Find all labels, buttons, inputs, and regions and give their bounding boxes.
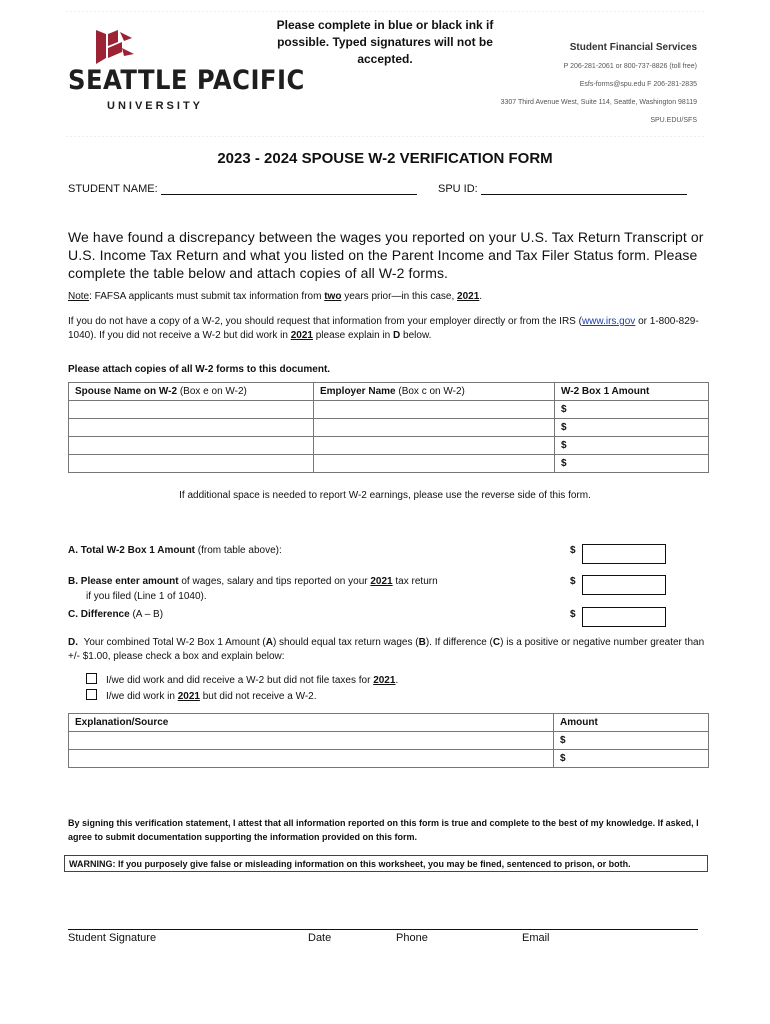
spouse-name-cell[interactable] [69,455,314,473]
tax-return-wages-field[interactable] [582,575,666,595]
email-label: Email [522,932,550,944]
irs-note-year: 2021 [290,330,313,341]
amount-cell[interactable]: $ [555,401,709,419]
spu-id-row [438,183,687,195]
employer-cell[interactable] [314,401,555,419]
table-row [69,732,709,750]
explanation-cell[interactable] [69,732,554,750]
amount-cell[interactable]: $ [554,732,709,750]
spu-logo-mark-icon [92,28,136,66]
phone-label: Phone [396,932,428,944]
irs-note-text: please explain in [312,330,394,341]
scan-texture [65,10,705,12]
line-b-2: if you filed (Line 1 of 1040). [86,591,207,602]
irs-note [68,315,708,343]
attestation: By signing this verification statement, I attest that all information reported on this form is true and complete to the best of my knowledge. If asked, I agree to submit documentation supporting the information provided on this form. [68,818,699,842]
explanation-cell[interactable] [69,750,554,768]
table-row [69,750,709,768]
employer-cell[interactable] [314,455,555,473]
explanation-table [68,713,709,768]
signature-line[interactable] [68,929,698,930]
amount-cell[interactable]: $ [555,419,709,437]
spouse-name-cell[interactable] [69,401,314,419]
irs-link[interactable]: www.irs.gov [581,316,636,327]
dollar-sign: $ [570,545,576,556]
note-year: 2021 [457,291,480,302]
student-name-label: STUDENT NAME: [68,183,158,195]
total-w2-amount-field[interactable] [582,544,666,564]
employer-cell[interactable] [314,419,555,437]
dollar-sign: $ [570,609,576,620]
amount-cell[interactable]: $ [555,455,709,473]
additional-space-note: If additional space is needed to report W-2 earnings, please use the reverse side of this form. [179,490,591,501]
note-text: . [479,291,483,302]
table-row [69,419,709,437]
table-row [69,401,709,419]
student-signature-label: Student Signature [68,932,157,944]
dollar-sign: $ [570,576,576,587]
irs-note-text: or 1-800-829-1040). If you did not receive a W-2 but did work in [68,316,699,341]
explanation-col: Explanation/Source [69,714,554,732]
office-phone: P 206-281-2061 or 800-737-8826 (toll free) [563,63,697,70]
line-d: D. Your combined Total W-2 Box 1 Amount (A) should equal tax return wages (B). If difference (C) is a positive or negative number greater than +/- $1.00, please check a box and explain below: [68,637,705,662]
note-two: two [324,291,342,302]
difference-field[interactable] [582,607,666,627]
note-prefix: Note [68,291,90,302]
university-sub: UNIVERSITY [107,100,204,112]
w2-col-amount: W-2 Box 1 Amount [555,383,709,401]
w2-col-employer: Employer Name (Box c on W-2) [314,383,555,401]
form-title: 2023 - 2024 SPOUSE W-2 VERIFICATION FORM [217,150,553,167]
office-email-fax: Esfs-forms@spu.edu F 206-281-2835 [579,81,697,88]
warning-text: If you purposely give false or misleading information on this worksheet, you may be fined, sentenced to prison, or both. [115,859,631,869]
student-name-field[interactable] [161,183,417,195]
note-text: years prior—in this case, [341,291,458,302]
intro-paragraph: We have found a discrepancy between the wages you reported on your U.S. Tax Return Transcript or U.S. Income Tax Return and what you listed on the Parent Income and Tax Filer Status form. Please complete the table below and attach copies of all W-2 forms. [68,229,704,281]
table-row [69,455,709,473]
spu-id-field[interactable] [481,183,687,195]
warning-label: WARNING: [69,859,116,869]
attach-instruction: Please attach copies of all W-2 forms to this document. [68,364,331,375]
spouse-name-cell[interactable] [69,437,314,455]
office-name: Student Financial Services [569,42,697,53]
office-website: SPU.EDU/SFS [650,117,697,124]
amount-col: Amount [554,714,709,732]
checkbox[interactable] [86,689,97,700]
amount-cell[interactable]: $ [555,437,709,455]
irs-note-d: D [393,330,401,341]
date-label: Date [308,932,332,944]
office-address: 3307 Third Avenue West, Suite 114, Seattle, Washington 98119 [500,99,697,106]
w2-col-spouse: Spouse Name on W-2 (Box e on W-2) [69,383,314,401]
option-no-w2[interactable]: I/we did work in 2021 but did not receive a W-2. [86,689,317,704]
irs-note-text: If you do not have a copy of a W-2, you should request that information from your employer directly or from the IRS ( [68,316,582,327]
line-c: C. Difference (A – B) [68,609,164,620]
table-row [69,437,709,455]
irs-note-text: below. [400,330,432,341]
note-text: : FAFSA applicants must submit tax information from [89,291,325,302]
scan-texture [65,135,705,137]
ink-instruction: Please complete in blue or black ink if possible. Typed signatures will not be accepted. [276,18,494,66]
spouse-name-cell[interactable] [69,419,314,437]
checkbox[interactable] [86,673,97,684]
w2-table-header [69,383,709,401]
line-a: A. Total W-2 Box 1 Amount (from table above): [68,545,282,556]
warning-box [64,855,708,872]
student-name-row [68,183,417,195]
amount-cell[interactable]: $ [554,750,709,768]
university-name: SEATTLE PACIFIC [68,65,305,96]
option-no-taxes[interactable]: I/we did work and did receive a W-2 but did not file taxes for 2021. [86,673,398,688]
fafsa-note [68,290,708,304]
w2-table [68,382,709,473]
employer-cell[interactable] [314,437,555,455]
line-b: B. Please enter amount of wages, salary and tips reported on your 2021 tax return [68,576,438,587]
spu-id-label: SPU ID: [438,183,478,195]
explanation-table-header [69,714,709,732]
